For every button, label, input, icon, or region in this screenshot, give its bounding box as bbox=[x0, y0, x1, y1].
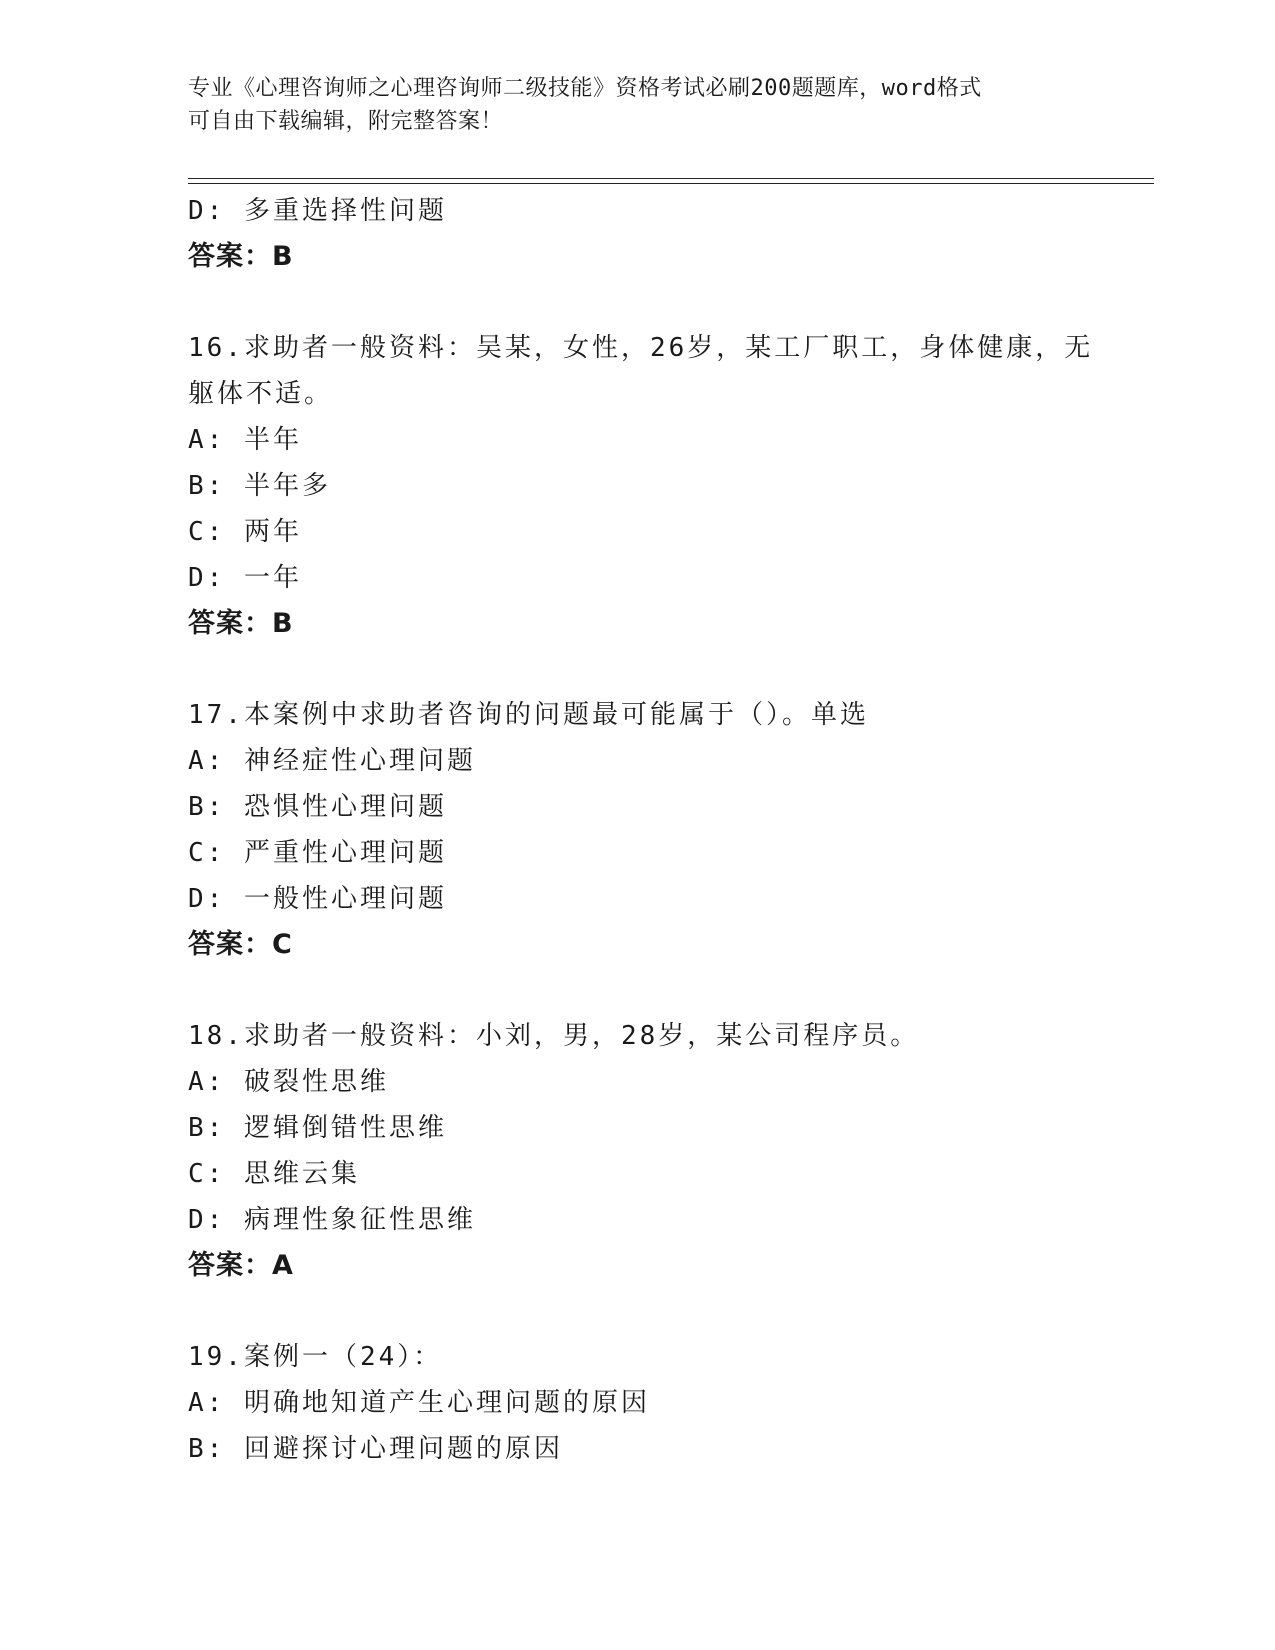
option-a: A: 半年 bbox=[188, 425, 302, 455]
option-a: A: 明确地知道产生心理问题的原因 bbox=[188, 1388, 650, 1418]
prev-option-d: D: 多重选择性问题 bbox=[188, 196, 447, 226]
option-c: C: 严重性心理问题 bbox=[188, 838, 447, 868]
option-c: C: 两年 bbox=[188, 517, 302, 547]
question-stem: 17.本案例中求助者咨询的问题最可能属于（）。单选 bbox=[188, 700, 869, 730]
header-rule-top bbox=[188, 178, 1154, 179]
question-19 bbox=[188, 1334, 1088, 1472]
question-stem-cont: 躯体不适。 bbox=[188, 379, 334, 409]
question-list bbox=[188, 188, 1094, 1472]
document-header bbox=[188, 72, 1088, 138]
question-stem: 18.求助者一般资料：小刘，男，28岁，某公司程序员。 bbox=[188, 1021, 920, 1051]
option-c: C: 思维云集 bbox=[188, 1159, 360, 1189]
header-line-1: 专业《心理咨询师之心理咨询师二级技能》资格考试必刷200题题库，word格式 bbox=[188, 76, 982, 101]
option-b: B: 恐惧性心理问题 bbox=[188, 792, 447, 822]
header-line-2: 可自由下载编辑，附完整答案！ bbox=[188, 109, 504, 134]
answer: 答案：C bbox=[188, 929, 293, 960]
option-d: D: 一年 bbox=[188, 563, 302, 593]
header-rule-bottom bbox=[188, 183, 1154, 184]
option-b: B: 逻辑倒错性思维 bbox=[188, 1113, 447, 1143]
question-17 bbox=[188, 692, 1088, 968]
option-b: B: 回避探讨心理问题的原因 bbox=[188, 1434, 563, 1464]
prev-answer: 答案：B bbox=[188, 241, 294, 272]
question-stem: 16.求助者一般资料：吴某，女性，26岁，某工厂职工，身体健康，无 bbox=[188, 333, 1094, 363]
option-d: D: 病理性象征性思维 bbox=[188, 1205, 476, 1235]
option-a: A: 破裂性思维 bbox=[188, 1067, 389, 1097]
answer: 答案：A bbox=[188, 1250, 294, 1281]
question-stem: 19.案例一（24）： bbox=[188, 1342, 443, 1372]
answer: 答案：B bbox=[188, 608, 294, 639]
option-b: B: 半年多 bbox=[188, 471, 331, 501]
question-18 bbox=[188, 1013, 1088, 1289]
question-16 bbox=[188, 325, 1094, 647]
option-a: A: 神经症性心理问题 bbox=[188, 746, 476, 776]
option-d: D: 一般性心理问题 bbox=[188, 884, 447, 914]
